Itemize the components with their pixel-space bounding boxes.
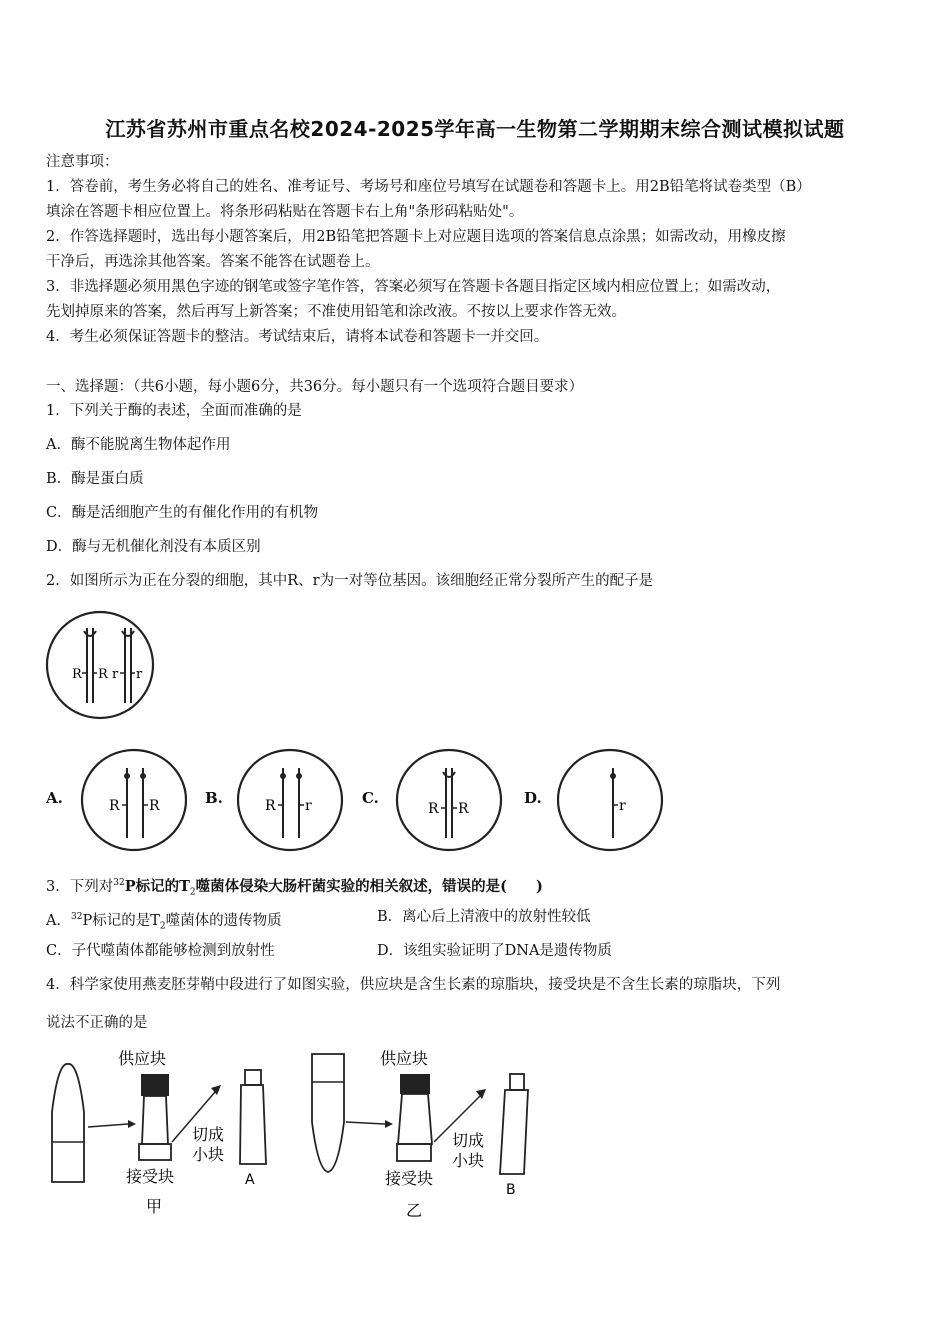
q2-option-a-label: A. xyxy=(46,789,63,807)
question-3-stem: 3．下列对$^{32}$P标记的$T_2$噬菌体侵染大肠杆菌实验的相关叙述，错误的是( ) xyxy=(46,877,543,898)
gene-label: R xyxy=(72,667,82,682)
notice-line: 先划掉原来的答案，然后再写上新答案；不准使用铅笔和涂改液。不按以上要求作答无效。 xyxy=(46,304,626,320)
gene-label: R xyxy=(98,667,108,682)
fig-label: 接受块 xyxy=(126,1167,175,1186)
q1-option-d: D．酶与无机催化剂没有本质区别 xyxy=(46,539,261,555)
fig-label: 切成 xyxy=(192,1125,225,1144)
q2-option-b-label: B. xyxy=(205,789,223,807)
q3-option-c: C．子代噬菌体都能够检测到放射性 xyxy=(46,943,275,959)
fig-label: 小块 xyxy=(452,1151,485,1170)
notice-line: 1．答卷前，考生务必将自己的姓名、准考证号、考场号和座位号填写在试题卷和答题卡上。用2B铅笔将试卷类型（B） xyxy=(46,179,811,195)
gene-label: r xyxy=(136,667,143,682)
question-1-stem: 1．下列关于酶的表述，全面而准确的是 xyxy=(46,403,302,419)
q2-option-d-cell xyxy=(556,748,666,852)
q2-option-d-label: D. xyxy=(524,789,542,807)
q3-option-b: B．离心后上清液中的放射性较低 xyxy=(377,909,591,925)
notice-heading: 注意事项： xyxy=(46,154,119,170)
question-2-stem: 2．如图所示为正在分裂的细胞，其中R、r为一对等位基因。该细胞经正常分裂所产生的配子是 xyxy=(46,573,654,589)
fig-label: 小块 xyxy=(192,1145,225,1164)
q3-option-d: D．该组实验证明了DNA是遗传物质 xyxy=(377,943,612,959)
notice-line: 4．考生必须保证答题卡的整洁。考试结束后，请将本试卷和答题卡一并交回。 xyxy=(46,329,549,345)
gene-label: R xyxy=(149,798,160,814)
q1-option-a: A．酶不能脱离生物体起作用 xyxy=(46,437,231,453)
q2-option-c-label: C. xyxy=(362,789,379,807)
q2-option-c-cell xyxy=(395,748,505,852)
section-heading: 一、选择题：（共6小题，每小题6分，共36分。每小题只有一个选项符合题目要求） xyxy=(46,379,584,395)
notice-line: 干净后，再选涂其他答案。答案不能答在试题卷上。 xyxy=(46,254,380,270)
dividing-cell-figure xyxy=(40,608,160,723)
notice-line: 填涂在答题卡相应位置上。将条形码粘贴在答题卡右上角"条形码粘贴处"。 xyxy=(46,204,524,220)
fig-label: B xyxy=(506,1182,516,1198)
fig-label: 甲 xyxy=(146,1197,163,1216)
question-4-stem-cont: 说法不正确的是 xyxy=(46,1015,148,1031)
q2-option-a-cell xyxy=(80,748,190,852)
gene-label: R xyxy=(458,801,469,817)
fig-label: 乙 xyxy=(406,1201,423,1220)
fig-label: 接受块 xyxy=(385,1169,434,1188)
coleoptile-experiment-figure xyxy=(40,1042,540,1222)
gene-label: R xyxy=(109,798,120,814)
notice-line: 2．作答选择题时，选出每小题答案后，用2B铅笔把答题卡上对应题目选项的答案信息点涂黑；如需改动，用橡皮擦 xyxy=(46,229,786,245)
notice-line: 3．非选择题必须用黑色字迹的钢笔或签字笔作答，答案必须写在答题卡各题目指定区域内相应位置上；如需改动， xyxy=(46,279,781,295)
gene-label: r xyxy=(112,667,119,682)
fig-label: 供应块 xyxy=(380,1049,429,1068)
q3-option-a: A．$^{32}$P标记的是$T_2$噬菌体的遗传物质 xyxy=(46,912,282,932)
fig-label: A xyxy=(245,1172,255,1188)
gene-label: r xyxy=(305,798,312,814)
q2-option-b-cell xyxy=(236,748,346,852)
fig-label: 供应块 xyxy=(118,1049,167,1068)
page-title: 江苏省苏州市重点名校2024-2025学年高一生物第二学期期末综合测试模拟试题 xyxy=(105,117,845,141)
gene-label: R xyxy=(428,801,439,817)
gene-label: R xyxy=(265,798,276,814)
q1-option-c: C．酶是活细胞产生的有催化作用的有机物 xyxy=(46,505,319,521)
q1-option-b: B．酶是蛋白质 xyxy=(46,471,144,487)
fig-label: 切成 xyxy=(452,1131,485,1150)
gene-label: r xyxy=(619,798,626,814)
question-4-stem: 4．科学家使用燕麦胚芽鞘中段进行了如图实验，供应块是含生长素的琼脂块，接受块是不含生长素的琼脂块，下列 xyxy=(46,977,781,993)
